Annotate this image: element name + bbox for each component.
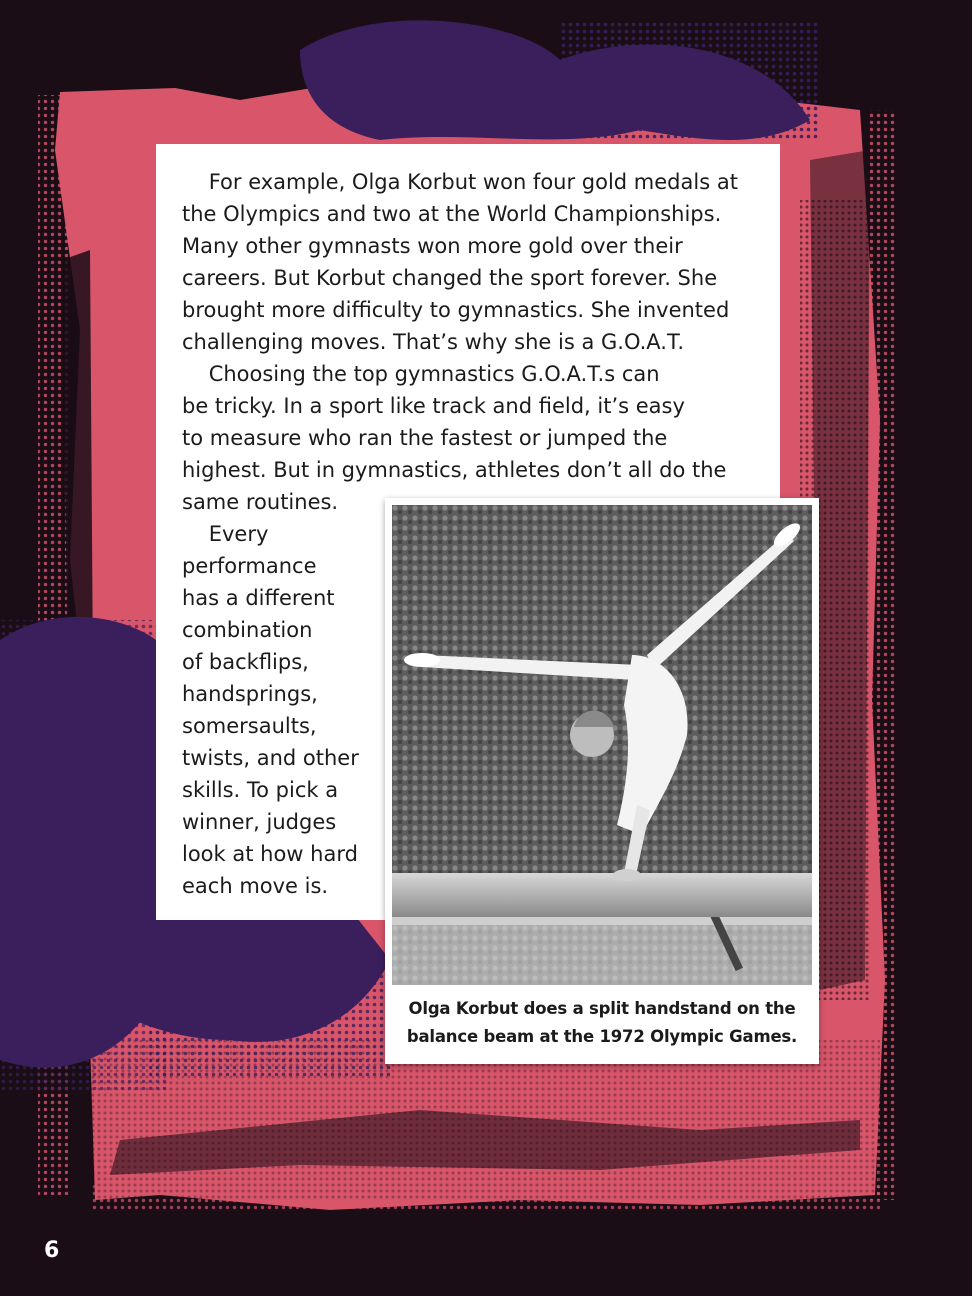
- text-line: the Olympics and two at the World Championships.: [182, 202, 722, 226]
- text-line: Every: [182, 522, 269, 546]
- text-line: challenging moves. That’s why she is a G.O.A.T.: [182, 330, 684, 354]
- text-line: winner, judges: [182, 810, 337, 834]
- gymnast-illustration: [392, 505, 812, 985]
- text-line: to measure who ran the fastest or jumped the: [182, 426, 668, 450]
- text-line: look at how hard: [182, 842, 358, 866]
- page-number: 6: [44, 1238, 60, 1263]
- text-line: Choosing the top gymnastics G.O.A.T.s can: [182, 362, 660, 386]
- text-line: same routines.: [182, 490, 339, 514]
- text-line: Many other gymnasts won more gold over their: [182, 234, 683, 258]
- text-line: each move is.: [182, 874, 329, 898]
- caption-line: balance beam at the 1972 Olympic Games.: [406, 1027, 798, 1046]
- text-line: combination: [182, 618, 313, 642]
- text-line: twists, and other: [182, 746, 359, 770]
- text-line: For example, Olga Korbut won four gold medals at: [182, 170, 738, 194]
- text-line: handsprings,: [182, 682, 318, 706]
- text-line: skills. To pick a: [182, 778, 339, 802]
- paragraph-korbut-intro: [182, 166, 738, 358]
- caption-line: Olga Korbut does a split handstand on the: [408, 999, 796, 1018]
- text-line: performance: [182, 554, 317, 578]
- text-line: brought more difficulty to gymnastics. She invented: [182, 298, 730, 322]
- paragraph-choosing-goats: [182, 358, 726, 518]
- photo-caption: [385, 995, 819, 1051]
- text-line: be tricky. In a sport like track and field, it’s easy: [182, 394, 685, 418]
- text-line: somersaults,: [182, 714, 317, 738]
- photo-card: [385, 498, 819, 1064]
- gymnast-photo: [392, 505, 812, 985]
- text-line: has a different: [182, 586, 335, 610]
- paragraph-every-performance: [182, 518, 359, 902]
- text-line: careers. But Korbut changed the sport forever. She: [182, 266, 718, 290]
- text-line: highest. But in gymnastics, athletes don’t all do the: [182, 458, 727, 482]
- text-line: of backflips,: [182, 650, 309, 674]
